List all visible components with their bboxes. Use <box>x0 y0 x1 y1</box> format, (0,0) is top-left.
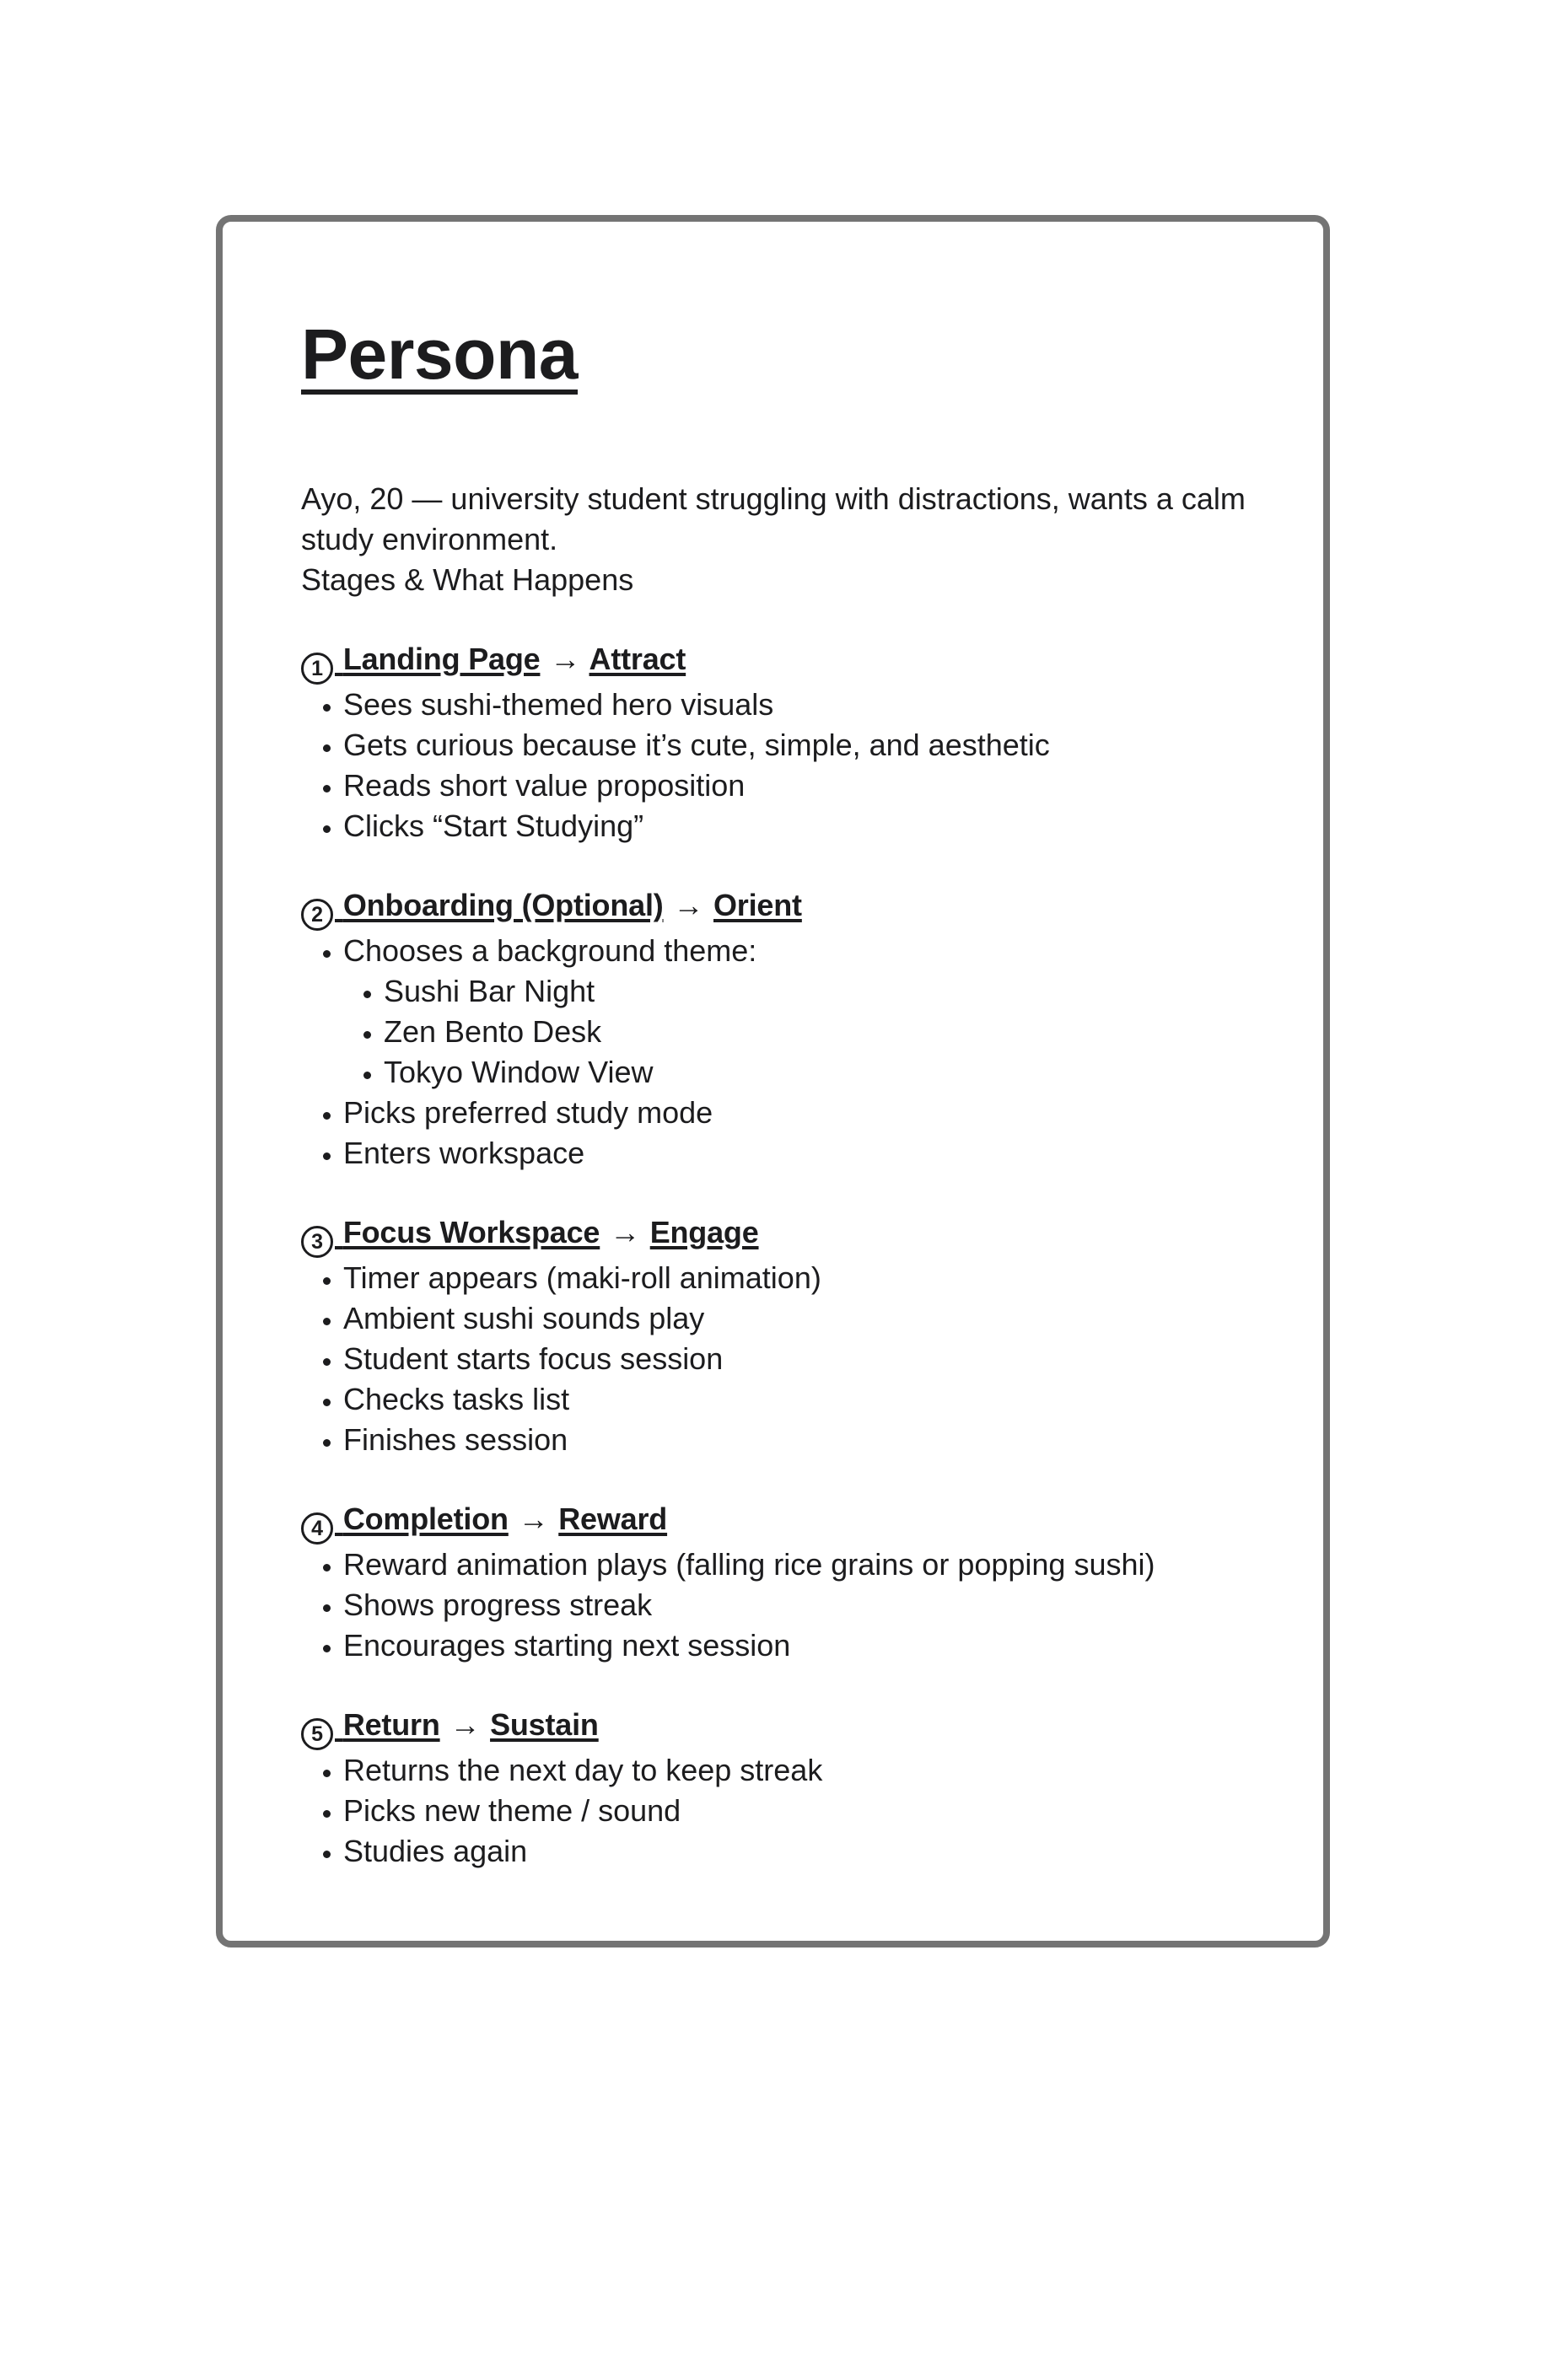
stage-title: Landing Page <box>342 642 541 677</box>
stage-5-heading <box>301 1705 1247 1750</box>
stage-4-heading <box>301 1499 1247 1545</box>
stage-heading-underlined <box>301 1502 509 1541</box>
stage-3-bullet-list <box>301 1258 1247 1460</box>
arrow-icon: → <box>450 1707 481 1743</box>
list-item: • Picks preferred study mode <box>343 1093 1247 1133</box>
list-item: • Ambient sushi sounds play <box>343 1298 1247 1339</box>
stage-number-badge: 4 <box>301 1512 333 1545</box>
list-item: • Gets curious because it’s cute, simple, and aesthetic <box>343 725 1247 766</box>
list-item: • Enters workspace <box>343 1133 1247 1174</box>
stage-2 <box>301 885 1247 1174</box>
arrow-icon: → <box>550 642 581 677</box>
stage-3 <box>301 1212 1247 1460</box>
list-item: • Sees sushi-themed hero visuals <box>343 685 1247 725</box>
list-item: • Tokyo Window View <box>384 1052 1247 1093</box>
page-title: Persona <box>301 314 578 394</box>
stage-outcome: Orient <box>713 888 802 923</box>
arrow-icon: → <box>518 1502 549 1537</box>
stage-number-badge: 2 <box>301 899 333 931</box>
stage-outcome: Engage <box>649 1215 759 1250</box>
list-item: • Finishes session <box>343 1420 1247 1460</box>
stage-outcome: Attract <box>589 642 686 677</box>
list-item: • Picks new theme / sound <box>343 1791 1247 1831</box>
persona-card <box>216 215 1330 1948</box>
intro-line: Stages & What Happens <box>301 562 634 598</box>
list-item: • Clicks “Start Studying” <box>343 806 1247 846</box>
list-item: • Checks tasks list <box>343 1379 1247 1420</box>
stage-1-heading <box>301 639 1247 685</box>
arrow-icon: → <box>673 888 704 923</box>
stage-5-bullet-list <box>301 1750 1247 1872</box>
list-item: • Encourages starting next session <box>343 1625 1247 1666</box>
stage-number-badge: 1 <box>301 653 333 685</box>
arrow-icon: → <box>610 1215 640 1250</box>
list-item: • Sushi Bar Night <box>384 971 1247 1012</box>
stage-title: Onboarding (Optional) <box>342 888 664 923</box>
list-item: • Reward animation plays (falling rice grains or popping sushi) <box>343 1545 1247 1585</box>
list-item: • Chooses a background theme: • Sushi Bar Night • Zen Bento Desk • Tokyo Window View <box>343 931 1247 1093</box>
stage-title: Return <box>342 1707 440 1743</box>
intro-line: study environment. <box>301 522 558 557</box>
stage-title: Completion <box>342 1502 509 1537</box>
stage-1-bullet-list <box>301 685 1247 846</box>
list-item: • Shows progress streak <box>343 1585 1247 1625</box>
list-item: • Reads short value proposition <box>343 766 1247 806</box>
stage-outcome: Reward <box>558 1502 668 1537</box>
stage-title: Focus Workspace <box>342 1215 600 1250</box>
stage-outcome: Sustain <box>490 1707 599 1743</box>
stage-4-bullet-list <box>301 1545 1247 1666</box>
stage-heading-underlined <box>301 1707 440 1747</box>
stage-2-sub-bullet-list <box>343 971 1247 1093</box>
list-item: • Returns the next day to keep streak <box>343 1750 1247 1791</box>
stage-2-heading <box>301 885 1247 931</box>
stage-heading-underlined <box>301 642 541 681</box>
stage-3-heading <box>301 1212 1247 1258</box>
stage-5 <box>301 1705 1247 1872</box>
stage-1 <box>301 639 1247 846</box>
list-item: • Studies again <box>343 1831 1247 1872</box>
stage-2-bullet-list <box>301 931 1247 1174</box>
stage-4 <box>301 1499 1247 1666</box>
stage-number-badge: 5 <box>301 1718 333 1750</box>
intro-line: Ayo, 20 — university student struggling with distractions, wants a calm <box>301 481 1246 517</box>
stage-heading-underlined <box>301 1215 600 1254</box>
intro-paragraph <box>301 479 1247 600</box>
stage-heading-underlined <box>301 888 664 927</box>
stage-number-badge: 3 <box>301 1226 333 1258</box>
list-item: • Timer appears (maki-roll animation) <box>343 1258 1247 1298</box>
list-item: • Student starts focus session <box>343 1339 1247 1379</box>
list-item: • Zen Bento Desk <box>384 1012 1247 1052</box>
